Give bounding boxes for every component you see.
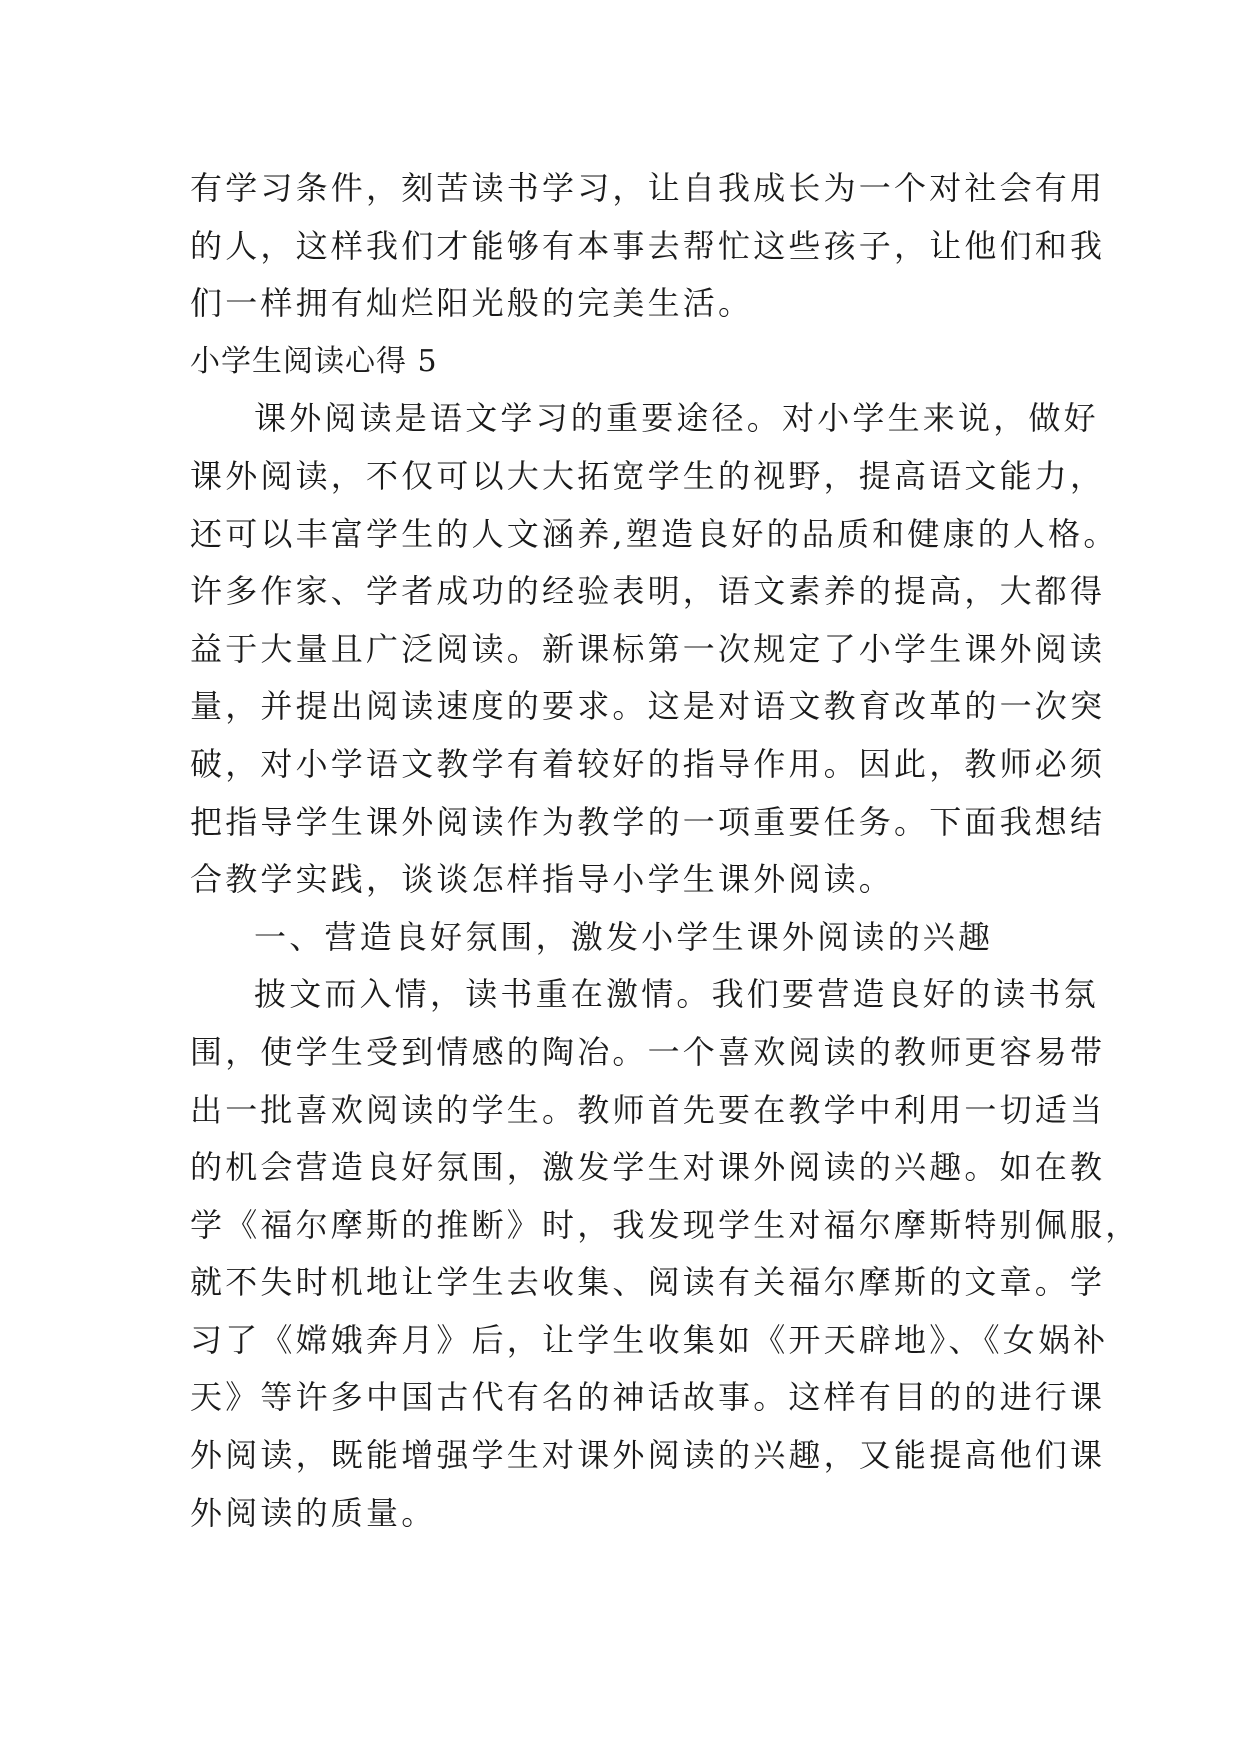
paragraph-line: 出一批喜欢阅读的学生。教师首先要在教学中利用一切适当 — [190, 1090, 1106, 1129]
paragraph-line: 课外阅读，不仅可以大大拓宽学生的视野，提高语文能力， — [190, 456, 1106, 495]
paragraph-line: 就不失时机地让学生去收集、阅读有关福尔摩斯的文章。学 — [190, 1263, 1106, 1302]
paragraph-line: 益于大量且广泛阅读。新课标第一次规定了小学生课外阅读 — [190, 629, 1106, 668]
paragraph-line: 围，使学生受到情感的陶冶。一个喜欢阅读的教师更容易带 — [190, 1032, 1106, 1071]
document-page — [190, 160, 1141, 1542]
paragraph-line: 们一样拥有灿烂阳光般的完美生活。 — [190, 284, 754, 323]
paragraph-line: 许多作家、学者成功的经验表明，语文素养的提高，大都得 — [190, 572, 1106, 611]
paragraph-line: 课外阅读是语文学习的重要途径。对小学生来说，做好 — [254, 399, 1099, 438]
paragraph-line: 的人，这样我们才能够有本事去帮忙这些孩子，让他们和我 — [190, 226, 1106, 265]
paragraph-line: 合教学实践，谈谈怎样指导小学生课外阅读。 — [190, 860, 895, 899]
paragraph-line: 还可以丰富学生的人文涵养,塑造良好的品质和健康的人格。 — [190, 514, 1119, 553]
paragraph-line: 天》等许多中国古代有名的神话故事。这样有目的的进行课 — [190, 1378, 1106, 1417]
paragraph-line: 量，并提出阅读速度的要求。这是对语文教育改革的一次突 — [190, 687, 1106, 726]
paragraph-line: 学《福尔摩斯的推断》时，我发现学生对福尔摩斯特别佩服， — [190, 1205, 1141, 1244]
subheading: 一、营造良好氛围，激发小学生课外阅读的兴趣 — [254, 917, 994, 956]
section-heading: 小学生阅读心得 5 — [190, 343, 438, 379]
paragraph-line: 习了《嫦娥奔月》后，让学生收集如《开天辟地》、《女娲补 — [190, 1320, 1109, 1359]
paragraph-line: 的机会营造良好氛围，激发学生对课外阅读的兴趣。如在教 — [190, 1148, 1106, 1187]
paragraph-line: 把指导学生课外阅读作为教学的一项重要任务。下面我想结 — [190, 802, 1106, 841]
paragraph-line: 披文而入情，读书重在激情。我们要营造良好的读书氛 — [254, 975, 1099, 1014]
paragraph-line: 外阅读，既能增强学生对课外阅读的兴趣，又能提高他们课 — [190, 1436, 1106, 1475]
paragraph-line: 外阅读的质量。 — [190, 1493, 437, 1532]
paragraph-line: 有学习条件，刻苦读书学习，让自我成长为一个对社会有用 — [190, 169, 1106, 207]
paragraph-line: 破，对小学语文教学有着较好的指导作用。因此，教师必须 — [190, 744, 1106, 783]
